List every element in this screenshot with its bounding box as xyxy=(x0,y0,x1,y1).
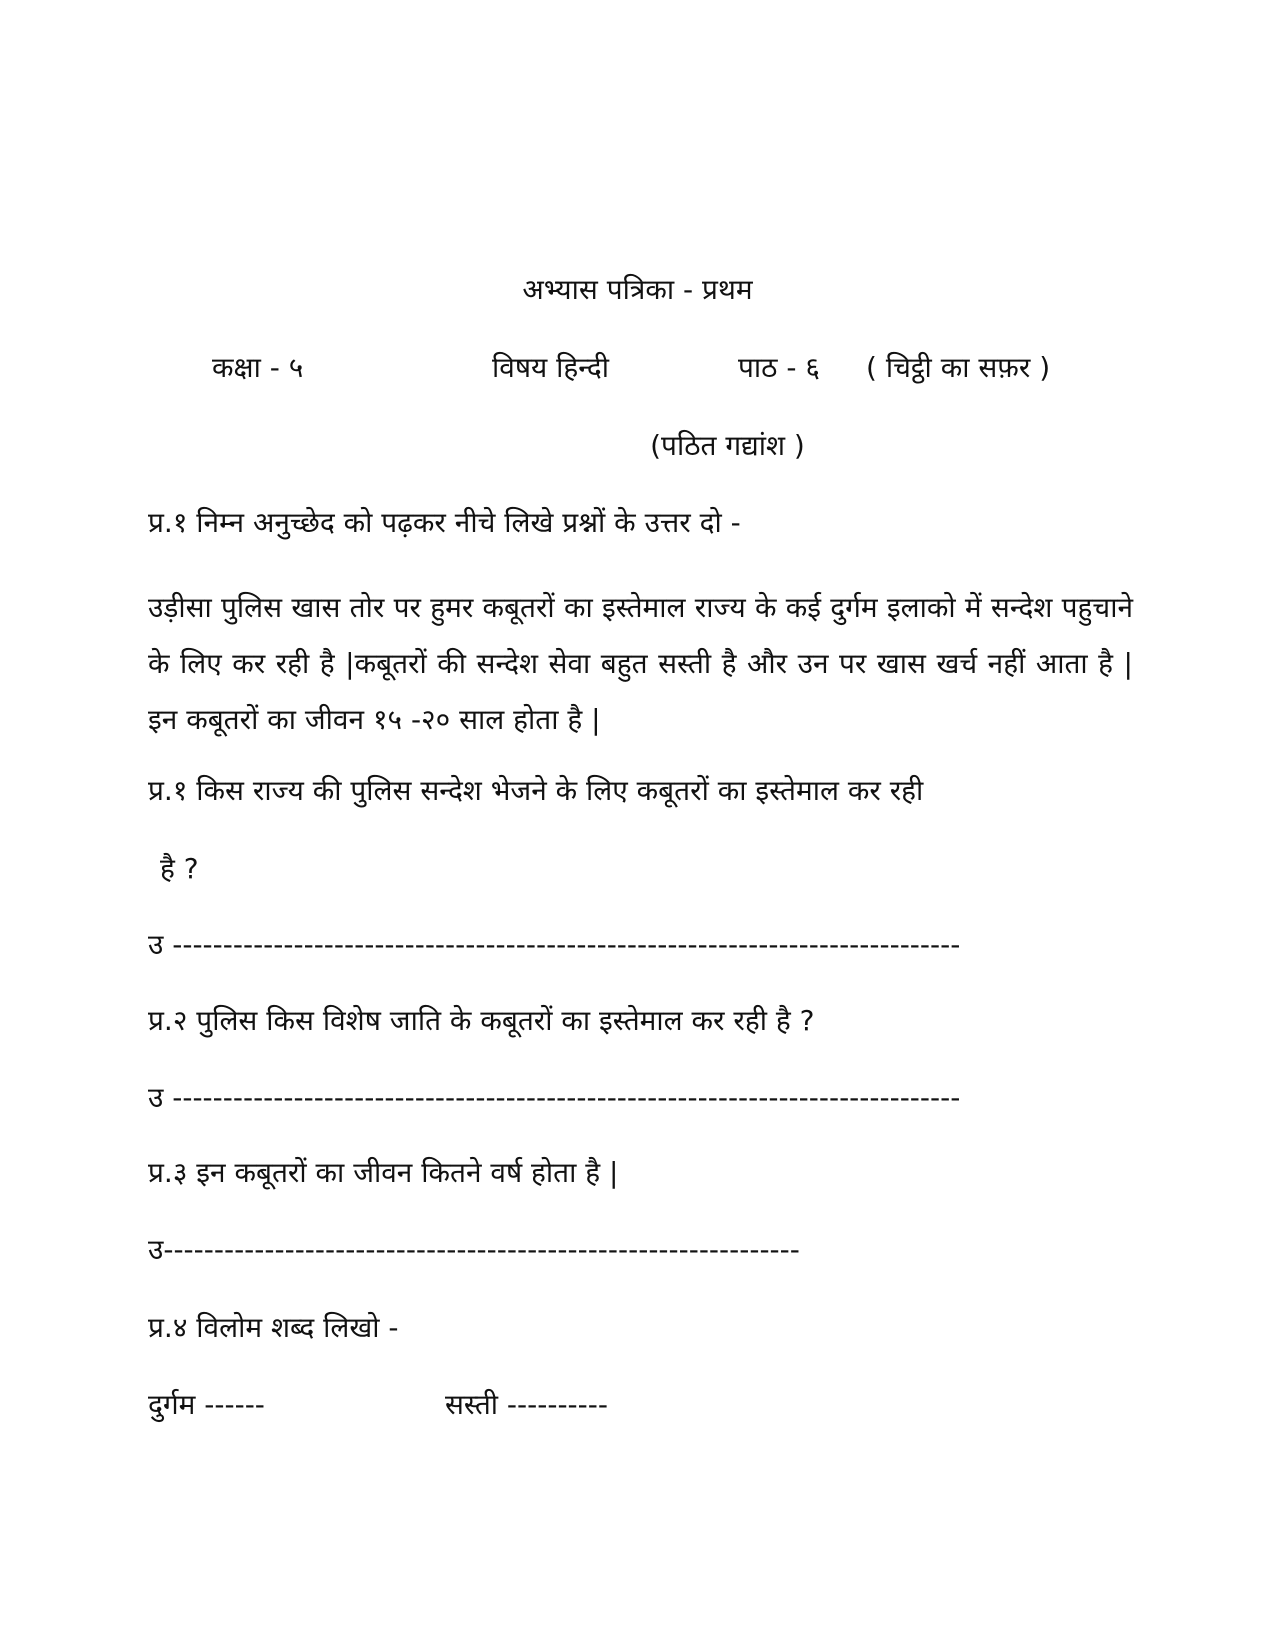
class-label: कक्षा - ५ xyxy=(212,351,304,384)
answer-3-line: उ--------------------------------------------------------------- xyxy=(148,1233,800,1266)
question-1-line-2: है ? xyxy=(160,852,199,885)
antonym-item-1: दुर्गम ------ xyxy=(148,1388,265,1421)
section-label: (पठित गद्यांश ) xyxy=(650,429,805,462)
lesson-label: पाठ - ६ xyxy=(738,351,820,384)
question-intro: प्र.१ निम्न अनुच्छेद को पढ़कर नीचे लिखे प्रश्नों के उत्तर दो - xyxy=(148,506,741,539)
worksheet-title: अभ्यास पत्रिका - प्रथम xyxy=(522,273,753,306)
antonym-item-2: सस्ती ---------- xyxy=(445,1388,608,1421)
question-3: प्र.३ इन कबूतरों का जीवन कितने वर्ष होता है | xyxy=(148,1156,619,1189)
subject-label: विषय हिन्दी xyxy=(492,351,610,384)
answer-1-line: उ ------------------------------------------------------------------------------ xyxy=(148,928,961,961)
question-4-heading: प्र.४ विलोम शब्द लिखो - xyxy=(148,1311,399,1344)
answer-2-line: उ ------------------------------------------------------------------------------ xyxy=(148,1081,961,1114)
question-2: प्र.२ पुलिस किस विशेष जाति के कबूतरों का इस्तेमाल कर रही है ? xyxy=(148,1004,815,1037)
passage-paragraph: उड़ीसा पुलिस खास तोर पर हुमर कबूतरों का इस्तेमाल राज्य के कई दुर्गम इलाको में सन्देश पहुचाने के लिए कर रही है |कबूतरों की सन्देश सेवा बहुत सस्ती है और उन पर खास खर्च नहीं आता है | इन कबूतरों का जीवन १५ -२० साल होता है | xyxy=(148,591,1133,736)
lesson-title: ( चिट्ठी का सफ़र ) xyxy=(866,351,1051,384)
question-1-line-1: प्र.१ किस राज्य की पुलिस सन्देश भेजने के लिए कबूतरों का इस्तेमाल कर रही xyxy=(148,774,924,807)
